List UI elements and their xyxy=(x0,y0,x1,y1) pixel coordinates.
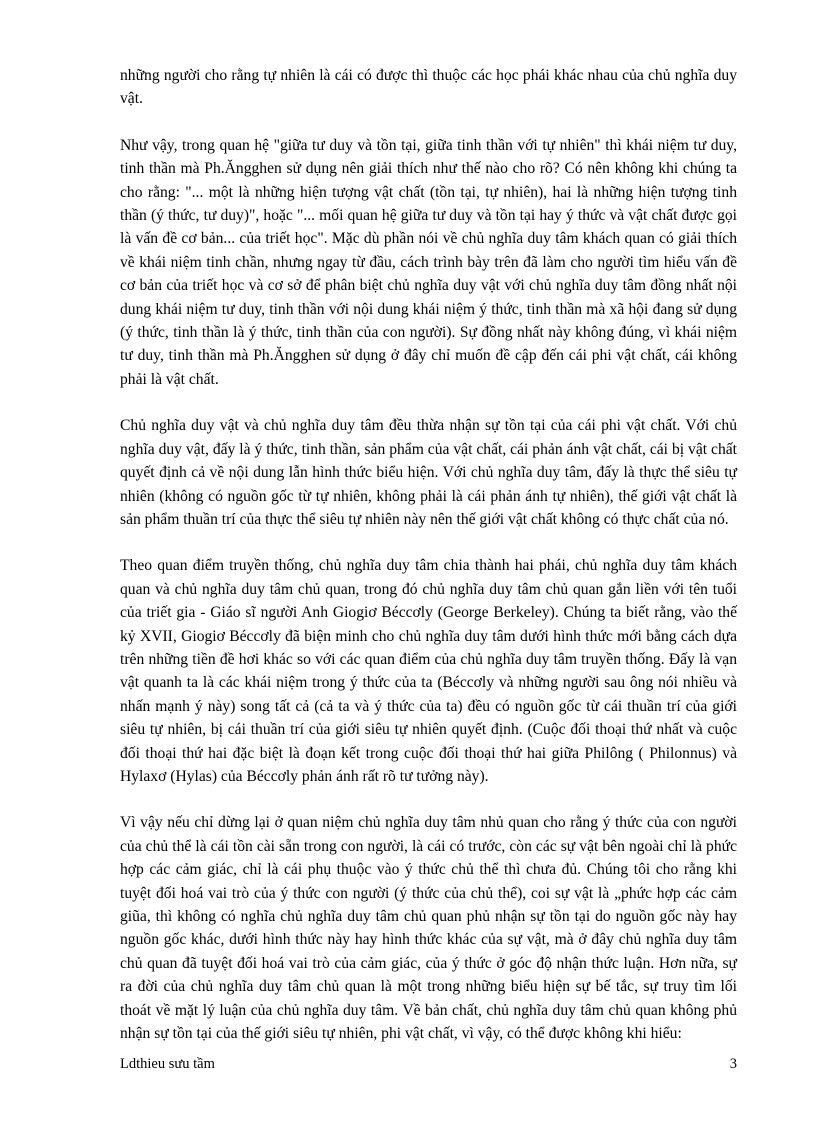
page-number: 3 xyxy=(729,1056,737,1072)
footer-source: Ldthieu sưu tầm xyxy=(120,1056,215,1072)
paragraph: Chủ nghĩa duy vật và chủ nghĩa duy tâm đều thừa nhận sự tồn tại của cái phi vật chất. Với chủ nghĩa duy vật, đấy là ý thức, tinh thần, sản phẩm của vật chất, cái phản ánh vật chất, cái bị vật chất quyết định cả về nội dung lẫn hình thức biểu hiện. Với chủ nghĩa duy tâm, đấy là thực thể siêu tự nhiên (không có nguồn gốc từ tự nhiên, không phải là cái phản ánh tự nhiên), thế giới vật chất là sản phẩm thuần trí của thực thể siêu tự nhiên này nên thế giới vật chất không có thực chất của nó. xyxy=(120,417,737,528)
paragraph: Như vậy, trong quan hệ "giữa tư duy và tồn tại, giữa tinh thần với tự nhiên" thì khái niệm tư duy, tinh thần mà Ph.Ăngghen sử dụng nên giải thích như thế nào cho rõ? Có nên không khi chúng ta cho rằng: "... một là những hiện tượng vật chất (tồn tại, tự nhiên), hai là những hiện tượng tinh thần (ý thức, tư duy)", hoặc "... mối quan hệ giữa tư duy và tồn tại hay ý thức và vật chất được gọi là vấn đề cơ bản... của triết học". Mặc dù phần nói về chủ nghĩa duy tâm khách quan có giải thích về khái niệm tinh chần, nhưng ngay từ đầu, cách trình bày trên đã làm cho người tìm hiểu vấn đề cơ bản của triết học và cơ sở để phân biệt chủ nghĩa duy vật với chủ nghĩa duy tâm đồng nhất nội dung khái niệm tư duy, tinh thần với nội dung khái niệm ý thức, tinh thần mà xã hội đang sử dụng (ý thức, tinh thần là ý thức, tinh thần của con người). Sự đồng nhất này không đúng, vì khái niệm tư duy, tinh thần mà Ph.Ăngghen sử dụng ở đây chỉ muốn đề cập đến cái phi vật chất, cái không phải là vật chất. xyxy=(120,136,737,388)
document-body xyxy=(120,64,737,1068)
paragraph: Theo quan điểm truyền thống, chủ nghĩa duy tâm chia thành hai phái, chủ nghĩa duy tâm khách quan và chủ nghĩa duy tâm chủ quan, trong đó chủ nghĩa duy tâm chủ quan gắn liền với tên tuổi của triết gia - Giáo sĩ người Anh Giogiơ Béccơly (George Berkeley). Chúng ta biết rằng, vào thế kỷ XVII, Giogiơ Béccơly đã biện minh cho chủ nghĩa duy tâm dưới hình thức mới bằng cách dựa trên những tiền đề hơi khác so với các quan điểm của chủ nghĩa duy tâm truyền thống. Đấy là vạn vật quanh ta là các khái niệm trong ý thức của ta (Béccơly và những người sau ông nói nhiều và nhấn mạnh ý này) song tất cả (cả ta và ý thức của ta) đều có nguồn gốc từ cái thuần trí của giới siêu tự nhiên, bị cái thuần trí của giới siêu tự nhiên quyết định. (Cuộc đối thoại thứ nhất và cuộc đối thoại thứ hai đặc biệt là đoạn kết trong cuộc đối thoại thứ hai giữa Philông ( Philonnus) và Hylaxơ (Hylas) của Béccơly phản ánh rất rõ tư tưởng này). xyxy=(120,557,737,785)
paragraph: Vì vậy nếu chỉ dừng lại ở quan niệm chủ nghĩa duy tâm nhủ quan cho rằng ý thức của con người của chủ thể là cái tồn cài sẵn trong con người, là cái có trước, còn các sự vật bên ngoài chỉ là phức hợp các cảm giác, chỉ là cái phụ thuộc vào ý thức chủ thể thì chưa đủ. Chúng tôi cho rằng khi tuyệt đối hoá vai trò của ý thức con người (ý thức của chủ thể), coi sự vật là „phức hợp các cảm giũa, thì không có nghĩa chủ nghĩa duy tâm chủ quan phủ nhận sự tồn tại do nguồn gốc này hay nguồn gốc khác, dưới hình thức này hay hình thức khác của sự vật, mà ở đây chủ nghĩa duy tâm chủ quan đã tuyệt đối hoá vai trò của cảm giác, của ý thức ở góc độ nhận thức luận. Hơn nữa, sự ra đời của chủ nghĩa duy tâm chủ quan là một trong những biểu hiện sự bế tắc, sự truy tìm lối thoát về mặt lý luận của chủ nghĩa duy tâm. Về bản chất, chủ nghĩa duy tâm chủ quan không phủ nhận sự tồn tại của thế giới siêu tự nhiên, phi vật chất, vì vậy, có thể được không khi hiểu: xyxy=(120,814,737,1043)
paragraph: những người cho rằng tự nhiên là cái có được thì thuộc các học phái khác nhau của chủ nghĩa duy vật. xyxy=(120,67,737,108)
